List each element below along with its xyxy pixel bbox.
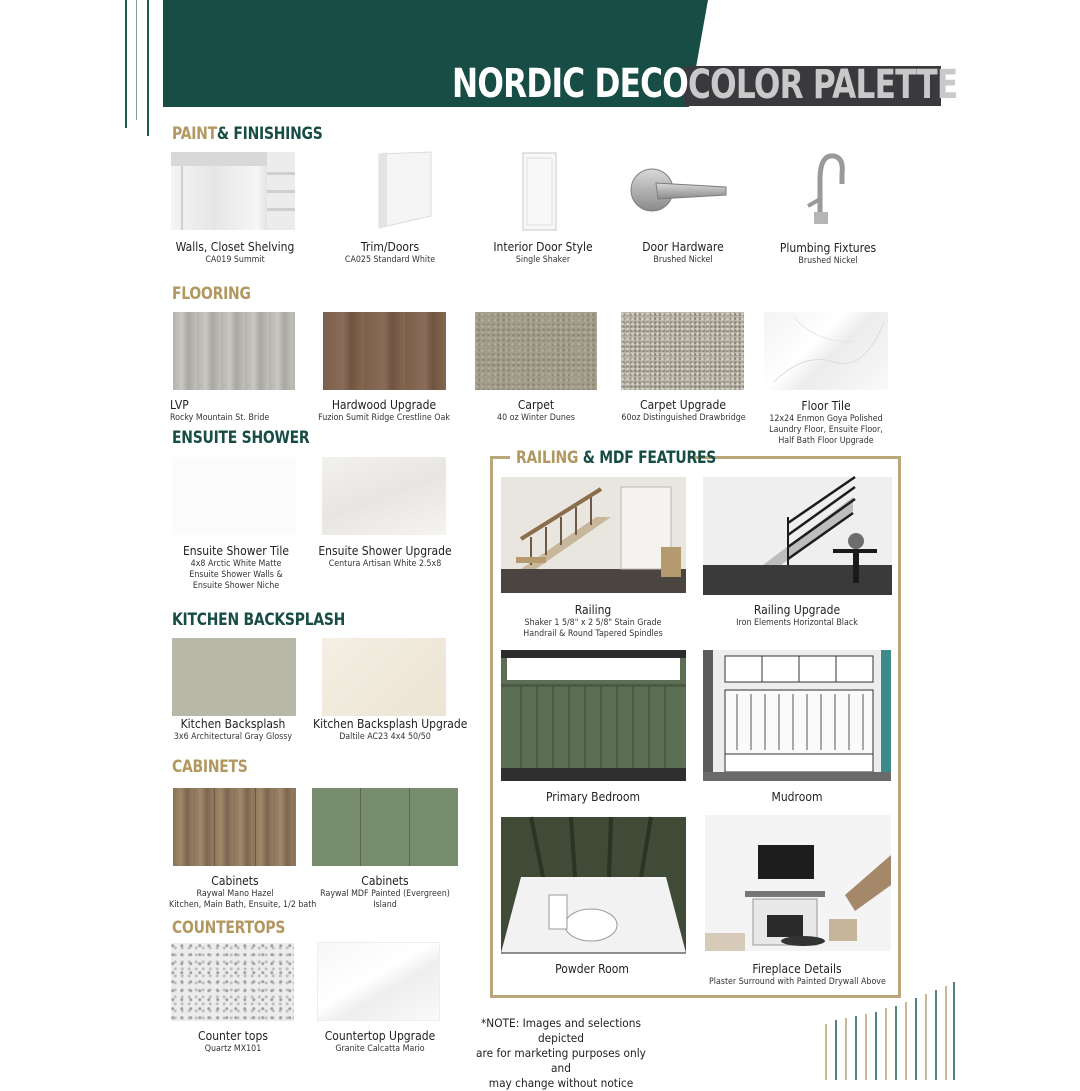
powder-room-image bbox=[501, 817, 686, 953]
cabinet-hazel-swatch bbox=[173, 788, 296, 866]
railing-upgrade-image bbox=[703, 477, 892, 595]
mudroom-image bbox=[703, 650, 891, 781]
shower-tile-caption: Ensuite Shower Tile 4x8 Arctic White Matte Ensuite Shower Walls & Ensuite Shower Niche bbox=[182, 544, 290, 591]
granite-swatch bbox=[317, 942, 440, 1021]
lvp-caption: LVP Rocky Mountain St. Bride bbox=[170, 398, 270, 423]
hardwood-swatch bbox=[323, 312, 446, 390]
backsplash-caption: Kitchen Backsplash 3x6 Architectural Gray Glossy bbox=[173, 717, 293, 742]
section-backsplash-heading: KITCHEN BACKSPLASH bbox=[172, 610, 346, 630]
plumbing-caption: Plumbing Fixtures Brushed Nickel bbox=[779, 241, 877, 266]
title-primary: NORDIC DECO bbox=[452, 61, 688, 107]
trim-caption: Trim/Doors CA025 Standard White bbox=[344, 240, 436, 265]
walls-swatch bbox=[171, 152, 295, 230]
decor-line bbox=[125, 0, 127, 128]
hardwood-caption: Hardwood Upgrade Fuzion Sumit Ridge Crestline Oak bbox=[318, 398, 450, 423]
carpet-swatch bbox=[475, 312, 597, 390]
cabinet-evergreen-caption: Cabinets Raywal MDF Painted (Evergreen) Island bbox=[320, 874, 450, 910]
disclaimer-note: *NOTE: Images and selections depicted are for marketing purposes only and may change without notice bbox=[476, 1016, 646, 1090]
walls-caption: Walls, Closet Shelving CA019 Summit bbox=[175, 240, 295, 265]
primary-bedroom-caption: Primary Bedroom bbox=[545, 790, 641, 804]
shower-tile-swatch bbox=[172, 457, 296, 535]
section-cabinets-heading: CABINETS bbox=[172, 757, 248, 777]
railing-upgrade-caption: Railing Upgrade Iron Elements Horizontal Black bbox=[736, 603, 858, 628]
door-handle-icon bbox=[630, 165, 730, 215]
quartz-swatch bbox=[171, 943, 294, 1021]
decor-line bbox=[136, 0, 137, 120]
decor-line bbox=[147, 0, 149, 136]
shower-upgrade-caption: Ensuite Shower Upgrade Centura Artisan White 2.5x8 bbox=[318, 544, 452, 569]
railing-caption: Railing Shaker 1 5/8" x 2 5/8" Stain Grade Handrail & Round Tapered Spindles bbox=[523, 603, 663, 639]
floor-tile-caption: Floor Tile 12x24 Enmon Goya Polished Laundry Floor, Ensuite Floor, Half Bath Floor Upgrade bbox=[769, 399, 883, 446]
cabinet-evergreen-swatch bbox=[312, 788, 458, 866]
section-railing-heading: RAILING & MDF FEATURES bbox=[516, 448, 717, 468]
fireplace-caption: Fireplace Details Plaster Surround with Painted Drywall Above bbox=[709, 962, 886, 987]
granite-caption: Countertop Upgrade Granite Calcatta Mario bbox=[324, 1029, 436, 1054]
carpet-upgrade-swatch bbox=[621, 312, 744, 390]
lvp-swatch bbox=[173, 312, 295, 390]
floor-tile-swatch bbox=[764, 312, 888, 390]
shower-upgrade-swatch bbox=[322, 457, 446, 535]
door-caption: Interior Door Style Single Shaker bbox=[493, 240, 593, 265]
closet-image bbox=[171, 152, 295, 230]
trim-image bbox=[365, 150, 445, 230]
carpet-upgrade-caption: Carpet Upgrade 60oz Distinguished Drawbridge bbox=[621, 398, 746, 423]
section-flooring-heading: FLOORING bbox=[172, 284, 251, 304]
quartz-caption: Counter tops Quartz MX101 bbox=[198, 1029, 268, 1054]
mudroom-caption: Mudroom bbox=[771, 790, 823, 804]
decor-lines-bottom bbox=[820, 980, 960, 1080]
primary-bedroom-image bbox=[501, 650, 686, 781]
carpet-caption: Carpet 40 oz Winter Dunes bbox=[497, 398, 575, 423]
backsplash-swatch bbox=[172, 638, 296, 716]
powder-room-caption: Powder Room bbox=[555, 962, 629, 976]
section-countertops-heading: COUNTERTOPS bbox=[172, 918, 286, 938]
faucet-icon bbox=[800, 150, 850, 226]
section-paint-heading: PAINT& FINISHINGS bbox=[172, 124, 323, 144]
backsplash-upgrade-caption: Kitchen Backsplash Upgrade Daltile AC23 4x4 50/50 bbox=[313, 717, 468, 742]
cabinet-hazel-caption: Cabinets Raywal Mano Hazel Kitchen, Main Bath, Ensuite, 1/2 bath bbox=[169, 874, 317, 910]
title-secondary: COLOR PALETTE bbox=[688, 62, 958, 108]
backsplash-upgrade-swatch bbox=[322, 638, 446, 716]
hardware-caption: Door Hardware Brushed Nickel bbox=[642, 240, 724, 265]
door-image bbox=[522, 152, 558, 232]
railing-image bbox=[501, 477, 686, 593]
fireplace-image bbox=[705, 815, 891, 951]
section-ensuite-heading: ENSUITE SHOWER bbox=[172, 428, 310, 448]
